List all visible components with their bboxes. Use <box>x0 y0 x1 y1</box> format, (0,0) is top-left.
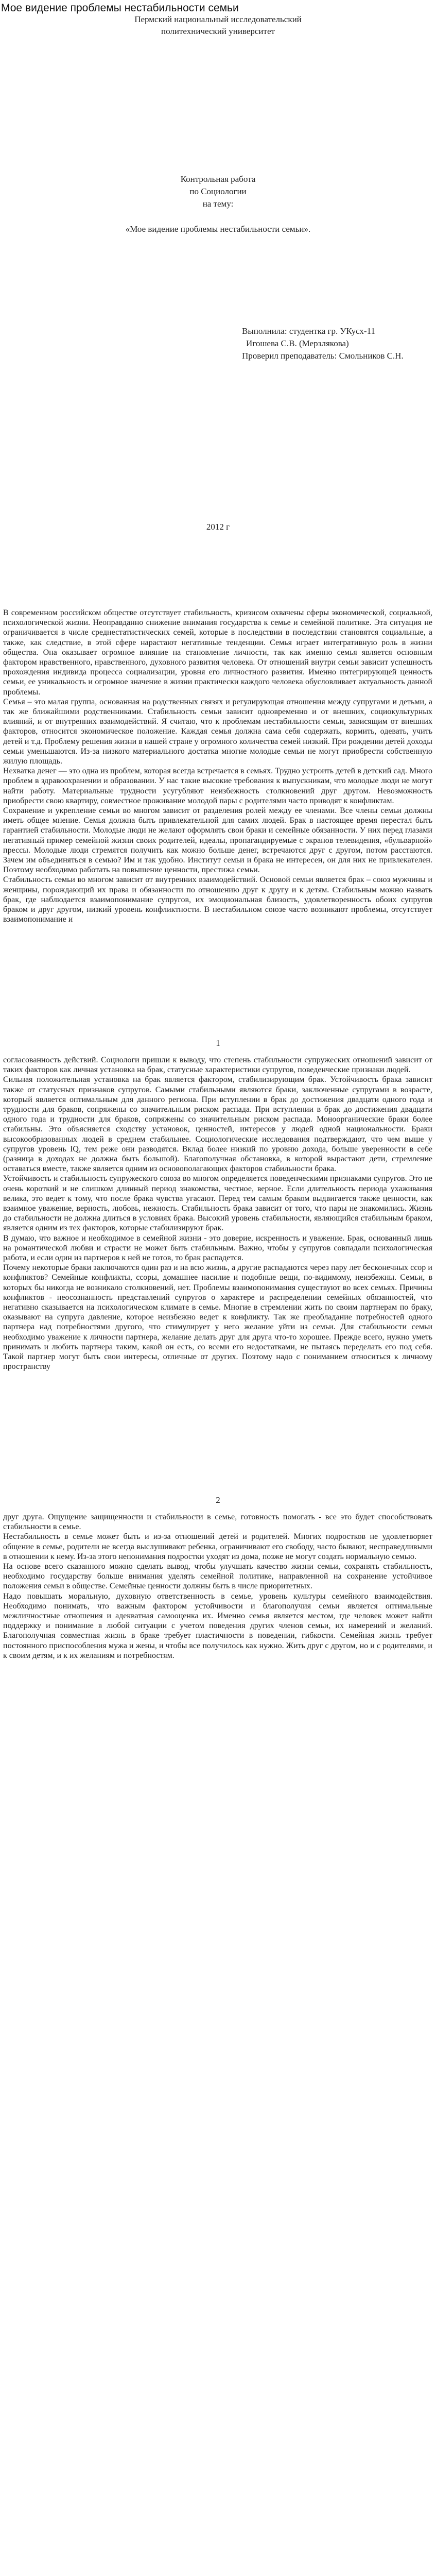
paragraph: В современном российском обществе отсутствует стабильность, кризисом охвачены сферы экономической, социальной, психологической жизни. Неоправданно снижение внимания государства к семье и семейной политике. Эта ситуация не ограничивается в числе среднестатистических семей, которые в последствии в последствии становятся социальные, а также, как следствие, в этой сфере нарастают негативные тенденции. Семья играет интегративную роль в жизни общества. Она оказывает огромное влияние на становление личности, так как именно семья является основным фактором нравственного, нравственного, духовного развития человека. От отношений внутри семьи зависит успешность прохождения индивида процесса социализации, уровня его личностного развития. Именно интегрирующей ценность семьи, ее уникальность и огромное значение в жизни практически каждого человека обусловливает актуальность данной проблемы. <box>3 608 432 697</box>
control-work-label: Контрольная работа <box>180 174 256 184</box>
topic-title: «Мое видение проблемы нестабильности семьи». <box>125 224 311 234</box>
student-name: Игошева С.В. (Мерзлякова) <box>246 338 349 348</box>
paragraph: Стабильность семьи во многом зависит от внутренних взаимодействий. Основой семьи является брак – союз мужчины и женщины, порождающий их права и обязанности по отношению друг к другу и к детям. Стабильным можно назвать брак, где наблюдается взаимопонимание супругов, их эмоциональная близость, удовлетворенность обоих супругов браком и друг другом, низкий уровень конфликтности. В нестабильном союзе часто возникают проблемы, отсутствует взаимопонимание и <box>3 875 432 924</box>
paragraph: Сохранение и укрепление семьи во многом зависит от разделения ролей между ее членами. Все члены семьи должны иметь общее мнение. Семья должна быть привлекательной для самих людей. Брак в настоящее время перестал быть гарантией стабильности. Молодые люди не желают оформлять свои браки и семейные обязанности. У них перед глазами негативный пример семейной жизни своих родителей, идеалы, пропагандируемые с экранов телевидения, «бульварной» прессы. Молодые люди стремятся получить как можно больше денег, встречаются друг с другом, потом расстаются. Зачем им объединяться в семью? Им и так удобно. Институт семьи и брака не интересен, он для них не привлекателен. Поэтому необходимо работать на повышение ценности, престижа семьи. <box>3 806 432 875</box>
checked-by: Проверил преподаватель: Смольников С.Н. <box>242 351 404 361</box>
topic-intro-label: на тему: <box>202 199 234 209</box>
paragraph: Почему некоторые браки заключаются один раз и на всю жизнь, а другие распадаются через пару лет бесконечных ссор и конфликтов? Семейные конфликты, ссоры, домашнее насилие и подобные вещи, по-видимому, неизбежны. Семьи, в которых бы никогда не возникало столкновений, нет. Проблемы взаимопонимания существуют во всех семьях. Причины конфликтов - неосознанность представлений супругов о характере и распределении семейных обязанностей, что негативно сказывается на психологическом климате в семье. Многие в стремлении жить по своим партнерам по браку, оказывают на супруга давление, которое неизбежно ведет к конфликту. Так же преобладание потребностей одного партнера над потребностями другого, что стимулирует у него желание уйти из семьи. Для стабильности семьи необходимо уважение к личности партнера, желание делать друг для друга что-то хорошее. Прежде всего, нужно уметь принимать и любить партнера таким, какой он есть, со всеми его недостатками, не пытаясь переделать его под себя. Такой партнер могут быть свои интересы, отличные от других. Поэтому надо с пониманием относиться к личному пространству <box>3 1263 432 1371</box>
university-line-2: политехнический университет <box>161 26 275 36</box>
paragraph: Устойчивость и стабильность супружеского союза во многом определяется поведенческими признаками супругов. Это не очень короткий и не слишком длинный период знакомства, честное, верное. Если длительность периода ухаживания велика, это ведет к тому, что после брака чувства угасают. Перед тем самым браком выдвигается также ценности, как взаимное уважение, верность, любовь, нежность. Стабильность брака зависит от того, что пары не знакомились. Жизнь до стабильности не должна длиться в условиях брака. Высокий уровень стабильности, являющийся стабильным браком, является одним из тех факторов, которые стабилизируют брак. <box>3 1174 432 1233</box>
subject-label: по Социологии <box>189 187 247 196</box>
document-title: Мое видение проблемы нестабильности семьи <box>1 2 239 14</box>
paragraph: На основе всего сказанного можно сделать вывод, чтобы улучшать качество жизни семьи, сохранять стабильность, необходимо государству больше внимания уделять семейной политике, направленной на сохранение устойчивое положения семьи в обществе. Семейные ценности должны быть в числе приоритетных. <box>3 1562 432 1591</box>
page-3-body <box>3 1512 432 1660</box>
performed-by: Выполнила: студентка гр. УКусх-11 <box>242 326 375 336</box>
paragraph: Нехватка денег — это одна из проблем, которая всегда встречается в семьях. Трудно устроить детей в детский сад. Много проблем в здравоохранении и образовании. У нас такие высокие требования к выпускникам, что молодые люди не могут найти работу. Материальные трудности усугубляют неизбежность столкновений друг другом. Невозможность приобрести свою квартиру, совместное проживание молодой пары с родителями часто приводят к конфликтам. <box>3 767 432 805</box>
page-number: 2 <box>216 1495 220 1505</box>
university-line-1: Пермский национальный исследовательский <box>134 14 302 24</box>
page-1-body <box>3 608 432 925</box>
paragraph: Надо повышать моральную, духовную ответственность в семье, уровень культуры семейного взаимодействия. Необходимо понимать, что важным фактором устойчивости и благополучия семьи является оптимальные межличностные отношения и адекватная самооценка их. Именно семья является местом, где человек может найти поддержку и понимание в любой ситуации с учетом поведения других членов семьи, их намерений и желаний. Благополучная совместная жизнь в браке требует пластичности в поведении, гибкости. Семейная жизнь требует постоянного приспособления мужа и жены, и чтобы все получилось как нужно. Жить друг с другом, но и с родителями, и к своим детям, и к их желаниям и потребностям. <box>3 1591 432 1660</box>
paragraph: Сильная положительная установка на брак является фактором, стабилизирующим брак. Устойчивость брака зависит также от статусных признаков супругов. Самыми стабильными являются браки, заключенные супругами в возрасте, который является оптимальным для данного региона. При вступлении в брак до достижения двадцати одного года и трудности для браков, сопряжены со значительным риском распада. При вступлении в брак до достижения двадцати одного года и трудности для браков, сопряжены со значительным риском распада. Моноорганические браки более стабильны. Это объясняется сходству установок, ценностей, интересов у людей одной национальности. Браки высокообразованных людей в среднем стабильнее. Социологические исследования подтверждают, что чем выше у супругов уровень IQ, тем реже они разводятся. Вклад более низкий по уровню дохода, больше уверенности в себе (разница в доходах не должна быть большой). Благополучная обстановка, в которой вырастают дети, стремление оставаться вместе, также является одним из основополагающих факторов стабильности брака. <box>3 1075 432 1174</box>
paragraph: согласованность действий. Социологи пришли к выводу, что степень стабильности супружеских отношений зависит от таких факторов как личная установка на брак, статусные характеристики супругов, поведенческие признаки людей. <box>3 1056 432 1075</box>
paragraph: Семья – это малая группа, основанная на родственных связях и регулирующая отношения между супругами и детьми, а так же ближайшими родственниками. Стабильность семьи зависит одновременно и от внешних, социокультурных влияний, и от внутренних взаимодействий. Я считаю, что к проблемам нестабильности семьи, зависящим от внешних факторов, относится экономическое положение. Каждая семья должна сама себя содержать, кормить, одевать, учить детей и т.д. Проблему решения жизни в нашей стране у огромного количества семей низкий. При рождении детей доходы семьи уменьшаются. Из-за низкого материального достатка многие молодые семьи не могут приобрести собственную жилую площадь. <box>3 697 432 766</box>
paragraph: друг друга. Ощущение защищенности и стабильности в семье, готовность помогать - все это будет способствовать стабильности в семье. <box>3 1513 432 1532</box>
page-number: 1 <box>216 1038 220 1048</box>
page-2-body <box>3 1055 432 1372</box>
paragraph: В думаю, что важное и необходимое в семейной жизни - это доверие, искренность и уважение. Брак, основанный лишь на романтической любви и страсти не может быть стабильным. Важно, чтобы у супругов совпадали психологическая работа, и если один из партнеров к ней не готов, то брак распадется. <box>3 1233 432 1263</box>
year-label: 2012 г <box>206 522 230 532</box>
paragraph: Нестабильность в семье может быть и из-за отношений детей и родителей. Многих подростков не удовлетворяет общение в семье, родители не всегда выслушивают ребенка, ограничивают его свободу, часто бывают, несправедливыми в отношении к нему. Из-за этого непонимания подростки уходят из дома, позже не могут создать нормальную семью. <box>3 1532 432 1561</box>
